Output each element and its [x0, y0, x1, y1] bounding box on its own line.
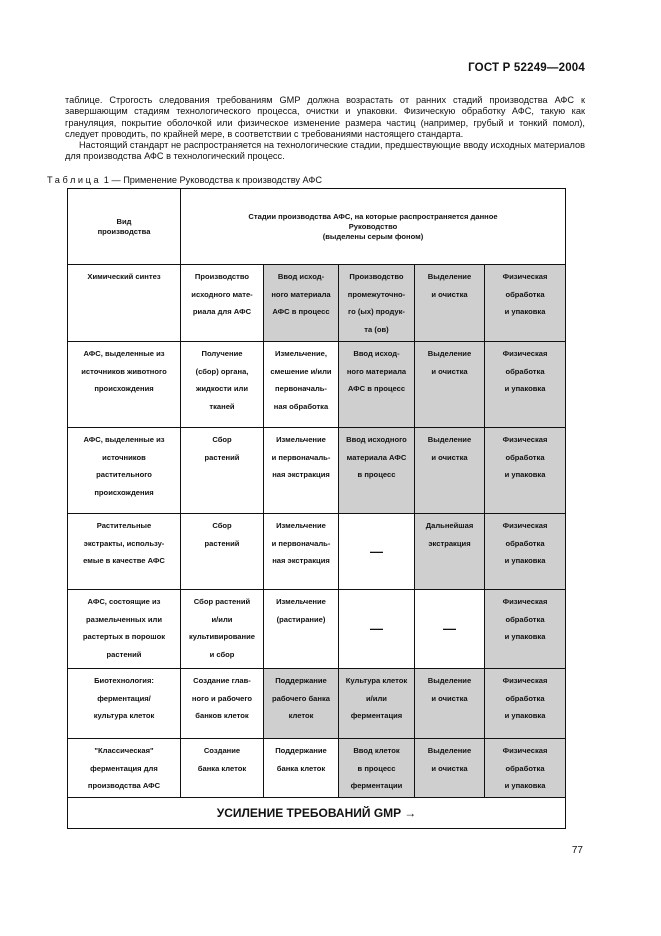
stage-cell	[415, 428, 485, 514]
stage-label: Физическая обработка и упаковка	[502, 676, 548, 720]
table-caption-word: Таблица	[47, 175, 102, 185]
stage-label: Ввод исход- ного материала АФС в процесс	[271, 272, 331, 316]
table-caption-title: 1 — Применение Руководства к производству АФС	[101, 175, 322, 185]
production-kind-label: АФС, выделенные из источников животного происхождения	[81, 349, 167, 393]
stage-cell	[264, 514, 339, 590]
stage-cell	[415, 590, 485, 669]
stage-label: Сбор растений	[204, 521, 240, 548]
stage-label: Измельчение (растирание)	[276, 597, 326, 624]
stage-label: Физическая обработка и упаковка	[502, 521, 548, 565]
stage-label: Физическая обработка и упаковка	[502, 597, 548, 641]
production-kind-label: Растительные экстракты, использу- емые в качестве АФС	[83, 521, 165, 565]
table-row	[68, 514, 566, 590]
stage-label: Поддержание рабочего банка клеток	[272, 676, 330, 720]
stage-label: Ввод клеток в процесс ферментации	[350, 746, 403, 790]
stage-label: —	[443, 621, 456, 637]
header-stages	[181, 189, 566, 265]
intro-paragraph-2: Настоящий стандарт не распространяется на технологические стадии, предшествующие вводу исходных материалов для производства АФС в технологический процесс.	[65, 140, 585, 162]
production-kind-label: "Классическая" ферментация для производства АФС	[87, 746, 161, 790]
stage-cell	[415, 342, 485, 428]
header-production-kind-label: Вид производства	[97, 216, 151, 236]
stage-cell	[339, 514, 415, 590]
stage-cell	[264, 590, 339, 669]
stage-cell	[181, 514, 264, 590]
stage-cell	[264, 265, 339, 342]
production-kind-cell	[68, 739, 181, 798]
stage-label: Измельчение, смешение и/или первоначаль- ная обработка	[270, 349, 332, 411]
stage-cell	[339, 342, 415, 428]
table-row	[68, 342, 566, 428]
stage-cell	[415, 739, 485, 798]
stage-label: Выделение и очистка	[427, 349, 472, 376]
stage-cell	[264, 669, 339, 739]
stage-label: Выделение и очистка	[427, 435, 472, 462]
table-row	[68, 428, 566, 514]
table-row	[68, 590, 566, 669]
stage-label: Измельчение и первоначаль- ная экстракция	[271, 435, 331, 479]
stage-cell	[485, 590, 566, 669]
stage-label: Культура клеток и/или ферментация	[345, 676, 408, 720]
stage-label: Ввод исходного материала АФС в процесс	[346, 435, 407, 479]
stage-cell	[181, 428, 264, 514]
stage-cell	[485, 265, 566, 342]
table-row	[68, 739, 566, 798]
stage-label: —	[370, 621, 383, 637]
stage-cell	[485, 428, 566, 514]
stage-label: Сбор растений	[204, 435, 240, 462]
stage-label: Выделение и очистка	[427, 676, 472, 703]
stage-label: Создание глав- ного и рабочего банков клеток	[191, 676, 253, 720]
stage-cell	[181, 739, 264, 798]
standard-header: ГОСТ Р 52249—2004	[468, 62, 585, 74]
production-kind-cell	[68, 428, 181, 514]
stage-label: Физическая обработка и упаковка	[502, 272, 548, 316]
production-kind-cell	[68, 342, 181, 428]
stage-cell	[181, 590, 264, 669]
stage-label: Выделение и очистка	[427, 746, 472, 773]
stage-cell	[339, 669, 415, 739]
table-footer-row	[68, 798, 566, 829]
stage-label: Физическая обработка и упаковка	[502, 435, 548, 479]
production-kind-label: АФС, выделенные из источников растительного происхождения	[83, 435, 165, 497]
production-kind-cell	[68, 265, 181, 342]
stage-cell	[264, 342, 339, 428]
production-kind-cell	[68, 590, 181, 669]
header-stages-label: Стадии производства АФС, на которые распространяется данное Руководство (выделены серым фоном)	[248, 211, 498, 241]
afs-application-table	[67, 188, 566, 829]
stage-label: Дальнейшая экстракция	[425, 521, 474, 548]
stage-label: Физическая обработка и упаковка	[502, 349, 548, 393]
gmp-requirements-footer: УСИЛЕНИЕ ТРЕБОВАНИЙ GMP →	[68, 798, 566, 829]
table-row	[68, 265, 566, 342]
production-kind-label: АФС, состоящие из размельченных или растертых в порошок растений	[82, 597, 166, 659]
production-kind-label: Биотехнология: ферментация/ культура клеток	[93, 676, 155, 720]
intro-paragraph-1: таблице. Строгость следования требованиям GMP должна возрастать от ранних стадий производства АФС к завершающим стадиям технологического процесса, очистки и упаковки. Физическую обработку АФС, такую как грануляция, покрытие оболочкой или физическое изменение размера частиц (например, грубый и тонкий помол), следует проводить, по крайней мере, в соответствии с требованиями настоящего стандарта.	[65, 95, 585, 139]
stage-label: —	[370, 543, 383, 559]
production-kind-cell	[68, 514, 181, 590]
stage-label: Сбор растений и/или культивирование и сбор	[188, 597, 256, 659]
stage-label: Измельчение и первоначаль- ная экстракция	[271, 521, 331, 565]
stage-cell	[339, 739, 415, 798]
stage-label: Ввод исход- ного материала АФС в процесс	[346, 349, 407, 393]
stage-cell	[485, 739, 566, 798]
production-kind-cell	[68, 669, 181, 739]
stage-cell	[339, 590, 415, 669]
stage-cell	[415, 669, 485, 739]
stage-label: Физическая обработка и упаковка	[502, 746, 548, 790]
stage-cell	[415, 514, 485, 590]
stage-cell	[339, 428, 415, 514]
table-header-row	[68, 189, 566, 265]
production-kind-label: Химический синтез	[87, 272, 161, 281]
stage-label: Выделение и очистка	[427, 272, 472, 299]
stage-cell	[264, 739, 339, 798]
table-row	[68, 669, 566, 739]
stage-cell	[339, 265, 415, 342]
stage-cell	[485, 342, 566, 428]
stage-label: Производство исходного мате- риала для АФС	[191, 272, 253, 316]
intro-text	[65, 95, 585, 163]
table-caption	[47, 175, 322, 185]
stage-label: Поддержание банка клеток	[275, 746, 327, 773]
stage-cell	[485, 514, 566, 590]
stage-label: Получение (сбор) органа, жидкости или тканей	[195, 349, 249, 411]
stage-cell	[415, 265, 485, 342]
stage-cell	[181, 342, 264, 428]
page-number: 77	[571, 845, 583, 856]
stage-label: Создание банка клеток	[197, 746, 247, 773]
stage-cell	[485, 669, 566, 739]
stage-cell	[264, 428, 339, 514]
stage-label: Производство промежуточно- го (ых) продук- та (ов)	[347, 272, 406, 334]
stage-cell	[181, 265, 264, 342]
header-production-kind	[68, 189, 181, 265]
stage-cell	[181, 669, 264, 739]
